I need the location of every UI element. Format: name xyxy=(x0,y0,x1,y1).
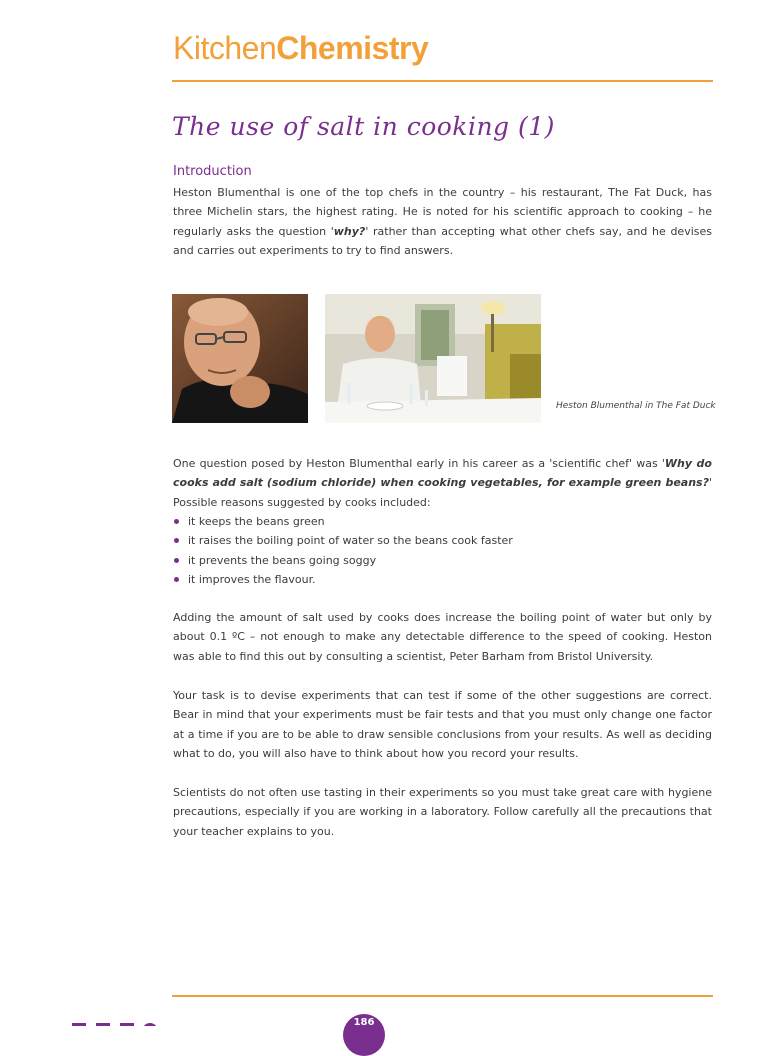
footer-logo-icon xyxy=(68,1016,163,1026)
photo-caption: Heston Blumenthal in The Fat Duck xyxy=(556,401,716,411)
list-item: it improves the flavour. xyxy=(173,570,513,589)
reasons-list xyxy=(173,512,513,590)
restaurant-photo xyxy=(325,294,541,423)
boiling-point-paragraph: Adding the amount of salt used by cooks does increase the boiling point of water but only by about 0.1 ºC – not enough to make any detectable difference to the speed of cooking. Heston was able to find this out by consulting a scientist, Peter Barham from Bristol University. xyxy=(173,611,712,663)
brand-part-2: Chemistry xyxy=(276,30,429,66)
list-item: it keeps the beans green xyxy=(173,512,513,531)
why-emphasis: why? xyxy=(333,224,366,238)
question-paragraph: One question posed by Heston Blumenthal early in his career as a 'scientific chef' was 'Why do cooks add salt (sodium chloride) when cooking vegetables, for example green beans?' Possible reasons suggested by cooks included: xyxy=(173,457,712,509)
chef-portrait-photo xyxy=(172,294,308,423)
list-item: it prevents the beans going soggy xyxy=(173,551,513,570)
page-number: 186 xyxy=(343,1014,385,1056)
question-emphasis: Why do cooks add salt (sodium chloride) when cooking vegetables, for example green beans? xyxy=(173,457,712,490)
footer-rule xyxy=(172,995,713,997)
list-item: it raises the boiling point of water so the beans cook faster xyxy=(173,531,513,550)
task-paragraph: Your task is to devise experiments that can test if some of the other suggestions are correct. Bear in mind that your experiments must be fair tests and that you must only change one factor at a time if you are to be able to draw sensible conclusions from your results. As well as deciding what to do, you will also have to think about how you record your results. xyxy=(173,689,712,761)
intro-heading: Introduction xyxy=(173,164,252,179)
brand-logo xyxy=(173,30,428,67)
hygiene-paragraph: Scientists do not often use tasting in their experiments so you must take great care with hygiene precautions, especially if you are working in a laboratory. Follow carefully all the precautions that your teacher explains to you. xyxy=(173,786,712,838)
header-rule xyxy=(172,80,713,82)
page-title: The use of salt in cooking (1) xyxy=(172,112,555,141)
brand-part-1: Kitchen xyxy=(173,30,277,66)
intro-paragraph: Heston Blumenthal is one of the top chefs in the country – his restaurant, The Fat Duck, has three Michelin stars, the highest rating. He is noted for his scientific approach to cooking – he regularly asks the question 'why?' rather than accepting what other chefs say, and he devises and carries out experiments to try to find answers. xyxy=(173,186,712,258)
